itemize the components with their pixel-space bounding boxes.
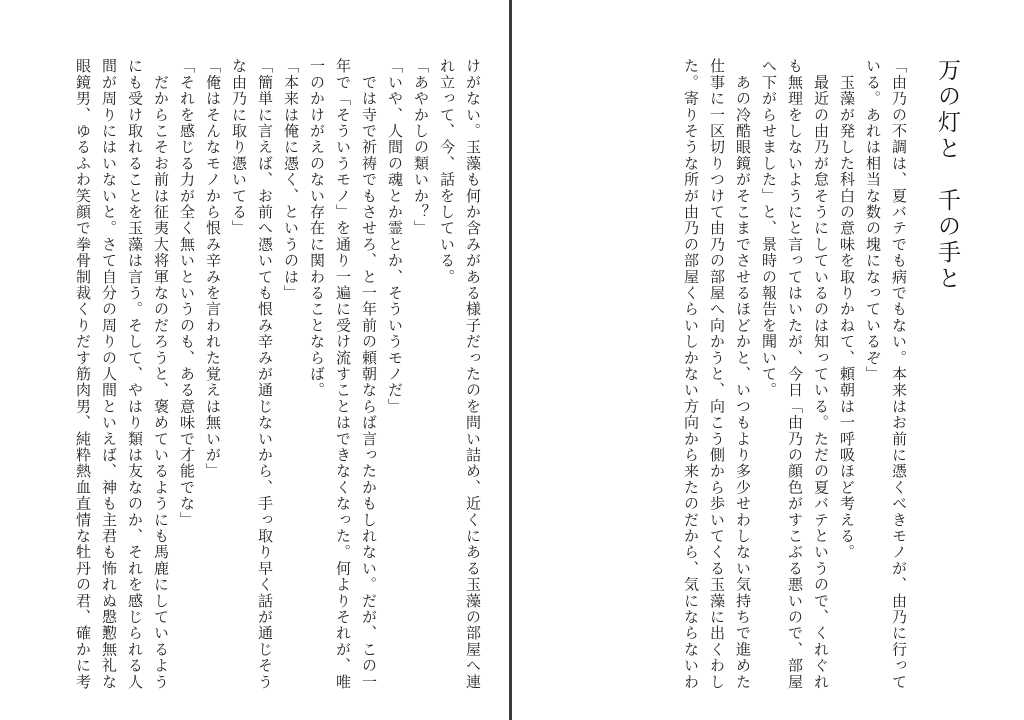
text-line: へ下がらせました」と、景時の報告を聞いて。: [760, 58, 778, 399]
page-gutter-divider: [509, 0, 512, 720]
text-line: いる。あれは相当な数の塊になっているぞ」: [864, 58, 882, 382]
text-line: だからこそお前は征夷大将軍なのだろうと、褒めているようにも馬鹿にしているよう: [152, 58, 170, 690]
text-line: では寺で祈祷でもさせろ、と一年前の頼朝ならば言ったかもしれない。だが、この一: [360, 58, 378, 690]
text-line: 仕事に一区切りつけて由乃の部屋へ向かうと、向こう側から歩いてくる玉藻に出くわし: [708, 58, 726, 690]
text-line: も無理をしないようにと言ってはいたが、今日「由乃の顔色がすこぶる悪いので、部屋: [786, 58, 804, 690]
text-line: 最近の由乃が怠そうにしているのは知っている。ただの夏バテというので、くれぐれ: [812, 58, 830, 690]
left-page: [0, 0, 510, 720]
text-line: にも受け取れることを玉藻は言う。そして、やはり類は友なのか、それを感じられる人: [126, 58, 144, 690]
chapter-title: 万の灯と 千の手と: [934, 58, 960, 292]
text-line: 「由乃の不調は、夏バテでも病でもない。本来はお前に憑くべきモノが、由乃に行って: [890, 58, 908, 690]
right-page: [514, 0, 1024, 720]
text-line: あの冷酷眼鏡がそこまでさせるほどかと、いつもより多少せわしない気持ちで進めた: [734, 58, 752, 690]
text-line: 間が周りにはいないと。さて自分の周りの人間といえば、神も主君も怖れぬ慇懃無礼な: [100, 58, 118, 690]
text-line: 眼鏡男、ゆるふわ笑顔で拳骨制裁くりだす筋肉男、純粋熱血直情な牡丹の君、確かに考: [74, 58, 92, 690]
text-line: 玉藻が発した科白の意味を取りかねて、頼朝は一呼吸ほど考える。: [838, 58, 856, 561]
text-line: れ立って、今、話をしている。: [438, 58, 456, 285]
text-line: 「簡単に言えば、お前へ憑いても恨み辛みが通じないから、手っ取り早く話が通じそう: [256, 58, 274, 690]
text-line: 一のかけがえのない存在に関わることならば。: [308, 58, 326, 399]
text-line: 「あやかしの類いか？」: [412, 58, 430, 237]
left-page-body: [70, 58, 486, 698]
text-line: 「いや、人間の魂とか霊とか、そういうモノだ」: [386, 58, 404, 415]
text-line: た。寄りそうな所が由乃の部屋くらいしかない方向から来たのだから、気にならないわ: [682, 58, 700, 690]
text-line: な由乃に取り憑いてる」: [230, 58, 248, 237]
text-line: 「本来は俺に憑く、というのは」: [282, 58, 300, 301]
text-line: けがない。玉藻も何か含みがある様子だったのを問い詰め、近くにある玉藻の部屋へ連: [464, 58, 482, 690]
text-line: 年で「そういうモノ」を通り一遍に受け流すことはできなくなった。何よりそれが、唯: [334, 58, 352, 690]
right-page-body: [678, 58, 912, 698]
text-line: 「俺はそんなモノから恨み辛みを言われた覚えは無いが」: [204, 58, 222, 480]
text-line: 「それを感じる力が全く無いというのも、ある意味で才能でな」: [178, 58, 196, 528]
